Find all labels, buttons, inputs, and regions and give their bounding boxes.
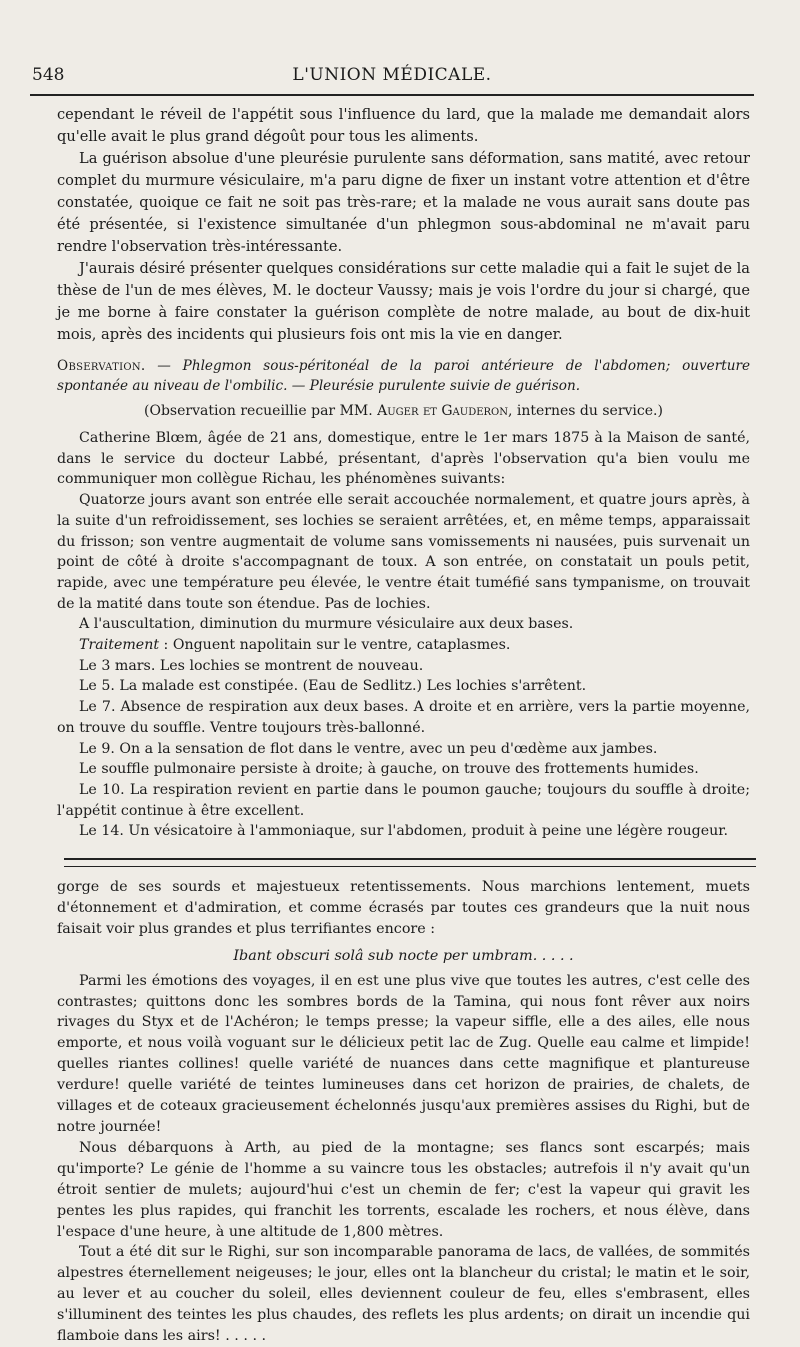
feuilleton-paragraph: Nous débarquons à Arth, au pied de la montagne; ses flancs sont escarpés; mais qu'importe? Le génie de l'homme a su vaincre tous les obstacles; autrefois il n'y avait qu'un étroit sentier de mulets; aujourd'hui c'est un chemin de fer; c'est la vapeur qui gravit les pentes les plus rapides, qui franchit les torrents, escalade les rochers, et nous élève, dans l'espace d'une heure, à une altitude de 1,800 mètres. (57, 1139, 750, 1240)
observation-heading (57, 356, 750, 396)
observation-body (57, 428, 750, 842)
observation-title: — Phlegmon sous-péritonéal de la paroi antérieure de l'abdomen; ouverture spontanée au niveau de l'ombilic. — Pleurésie purulente suivie de guérison. (57, 358, 750, 394)
credit-suffix: , internes du service.) (508, 403, 663, 419)
observation-label: Observation. (57, 358, 146, 374)
obs-paragraph: Le 7. Absence de respiration aux deux bases. A droite et en arrière, vers la partie moyenne, on trouve du souffle. Ventre toujours très-ballonné. (57, 699, 750, 736)
feuilleton-column (57, 877, 750, 1347)
page-header (30, 63, 754, 93)
upper-column (57, 104, 750, 842)
latin-quote: Ibant obscuri solâ sub nocte per umbram. . . . . (233, 947, 574, 964)
paragraph: La guérison absolue d'une pleurésie purulente sans déformation, sans matité, avec retour complet du murmure vésiculaire, m'a paru digne de fixer un instant votre attention et d'être constatée, quoique ce fait ne soit pas très-rare; et la malade ne vous aurait sans doute pas été présentée, si l'existence simultanée d'un phlegmon sous-abdominal ne m'avait paru rendre l'observation très-intéressante. (57, 150, 750, 255)
obs-paragraph: Traitement : Onguent napolitain sur le ventre, cataplasmes. (79, 637, 511, 654)
paragraph: J'aurais désiré présenter quelques considérations sur cette maladie qui a fait le sujet de la thèse de l'un de mes élèves, M. le docteur Vaussy; mais je vois l'ordre du jour si chargé, que je me borne à faire constater la guérison complète de notre malade, au bout de dix-huit mois, après des incidents qui plusieurs fois ont mis la vie en danger. (57, 260, 750, 343)
obs-paragraph: Quatorze jours avant son entrée elle serait accouchée normalement, et quatre jours après, à la suite d'un refroidissement, ses lochies se seraient arrêtées, et, en même temps, apparaissait du frisson; son ventre augmentait de volume sans vomissements ni nausées, puis survenait un point de côté à droite s'accompagnant de toux. A son entrée, on constatait un pouls petit, rapide, avec une température peu élevée, le ventre était tuméfié sans tympanisme, on trouvait de la matité dans toute son étendue. Pas de lochies. (57, 492, 750, 612)
treatment-label: Traitement (79, 637, 164, 654)
obs-paragraph: Le 5. La malade est constipée. (Eau de Sedlitz.) Les lochies s'arrêtent. (79, 678, 587, 695)
running-title: L'UNION MÉDICALE. (292, 65, 492, 85)
feuilleton-opening: gorge de ses sourds et majestueux retentissements. Nous marchions lentement, muets d'étonnement et d'admiration, et comme écrasés par toutes ces grandeurs que la nuit nous faisait voir plus grandes et plus terrifiantes encore : (57, 879, 750, 937)
credit-prefix: (Observation recueillie par MM. (144, 403, 378, 419)
feuilleton-paragraph: Tout a été dit sur le Righi, sur son incomparable panorama de lacs, de vallées, de sommités alpestres éternellement neigeuses; le jour, elles ont la blancheur du cristal; le matin et le soir, au lever et au coucher du soleil, elles deviennent couleur de feu, elles s'embrasent, elles s'illuminent des teintes les plus chaudes, des reflets les plus ardents; on dirait un incendie qui flamboie dans les airs! . . . . . (57, 1244, 750, 1345)
feuilleton-divider (64, 858, 756, 867)
obs-paragraph: Catherine Blœm, âgée de 21 ans, domestique, entre le 1er mars 1875 à la Maison de santé, dans le service du docteur Labbé, présentant, d'après l'observation qu'a bien voulu me communiquer mon collègue Richau, les phénomènes suivants: (57, 430, 750, 488)
header-rule (30, 94, 754, 96)
obs-paragraph: Le 3 mars. Les lochies se montrent de nouveau. (79, 657, 424, 674)
obs-paragraph: Le 14. Un vésicatoire à l'ammoniaque, sur l'abdomen, produit à peine une légère rougeur. (79, 823, 728, 840)
obs-paragraph: Le souffle pulmonaire persiste à droite; à gauche, on trouve des frottements humides. (79, 761, 699, 778)
observation-credit (57, 400, 750, 422)
page-number: 548 (32, 65, 65, 85)
paragraph: cependant le réveil de l'appétit sous l'influence du lard, que la malade me demandait alors qu'elle avait le plus grand dégoût pour tous les aliments. (57, 106, 750, 145)
obs-paragraph: Le 9. On a la sensation de flot dans le ventre, avec un peu d'œdème aux jambes. (79, 740, 658, 757)
obs-paragraph: Le 10. La respiration revient en partie dans le poumon gauche; toujours du souffle à droite; l'appétit continue à être excellent. (57, 781, 750, 819)
credit-names: Auger et Gauderon (377, 403, 508, 419)
obs-paragraph: A l'auscultation, diminution du murmure vésiculaire aux deux bases. (79, 616, 574, 633)
feuilleton-paragraph: Parmi les émotions des voyages, il en est une plus vive que toutes les autres, c'est celle des contrastes; quittons donc les sombres bords de la Tamina, qui nous font rêver aux noirs rivages du Styx et de l'Achéron; le temps presse; la vapeur siffle, elle a des ailes, elle nous emporte, et nous voilà voguant sur le délicieux petit lac de Zug. Quelle eau calme et limpide! quelles riantes collines! quelle variété de nuances dans cette magnifique et plantureuse verdure! quelle variété de teintes lumineuses dans cet horizon de prairies, de chalets, de villages et de coteaux gracieusement échelonnés jusqu'aux premières assises du Righi, but de notre journée! (57, 972, 750, 1135)
